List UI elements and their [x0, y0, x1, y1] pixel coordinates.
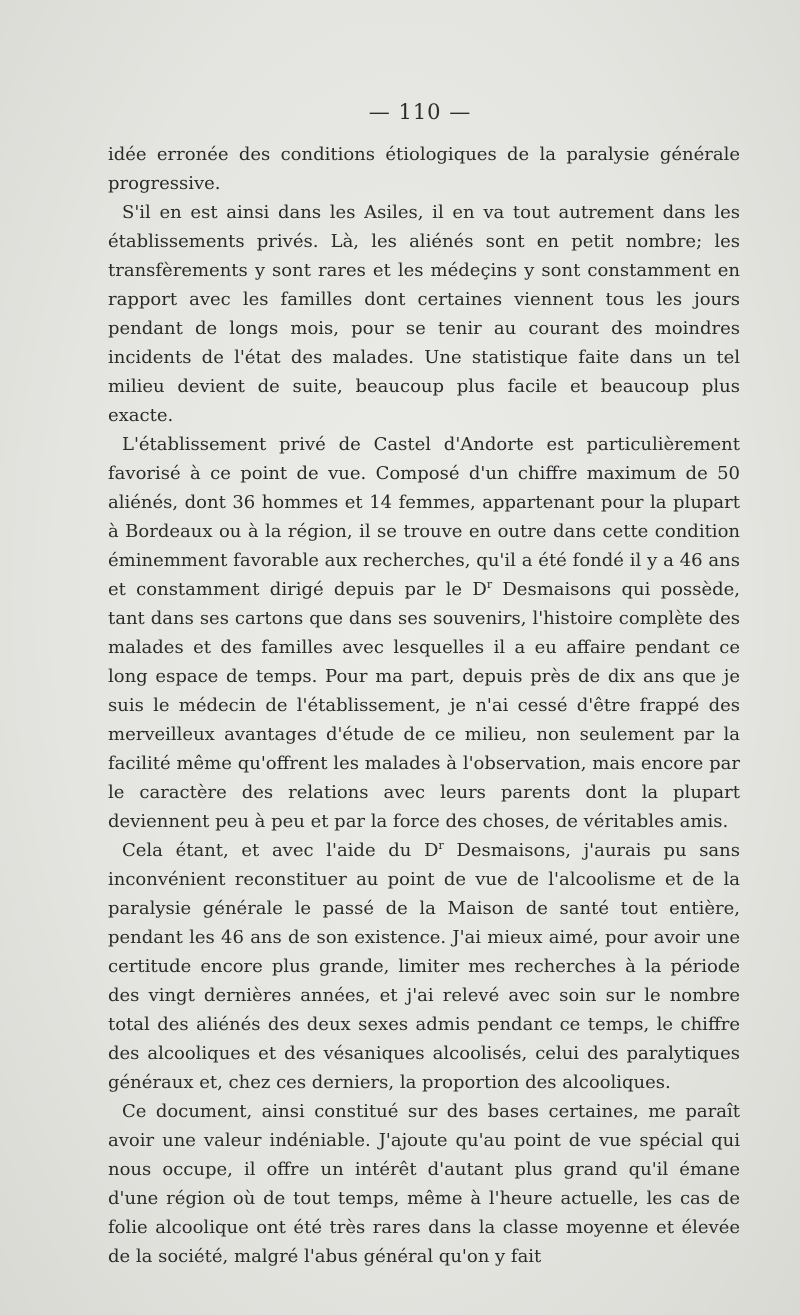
paragraph-2: S'il en est ainsi dans les Asiles, il en va tout autrement dans les établissements privés. Là, les aliénés sont en petit nombre; les transfèrements y sont rares et les médeçins y sont constamment en rapport avec les familles dont certaines viennent tous les jours pendant de longs mois, pour se tenir au courant des moindres incidents de l'état des malades. Une statistique faite dans un tel milieu devient de suite, beaucoup plus facile et beaucoup plus exacte.: [108, 202, 740, 426]
paragraph-4-text-after: Desmaisons, j'aurais pu sans inconvénient reconstituer au point de vue de l'alcoolisme et de la paralysie générale le passé de la Maison de santé tout entière, pendant les 46 ans de son existence. J'ai mieux aimé, pour avoir une certitude encore plus grande, limiter mes recherches à la période des vingt dernières années, et j'ai relevé avec soin sur le nombre total des aliénés des deux sexes admis pendant ce temps, le chiffre des alcooliques et des vésaniques alcoolisés, celui des paralytiques généraux et, chez ces derniers, la proportion des alcooliques.: [108, 840, 740, 1093]
doctor-superscript: r: [486, 578, 493, 591]
paragraph-5: Ce document, ainsi constitué sur des bases certaines, me paraît avoir une valeur indéniable. J'ajoute qu'au point de vue spécial qui nous occupe, il offre un intérêt d'autant plus grand qu'il émane d'une région où de tout temps, même à l'heure actuelle, les cas de folie alcoolique ont été très rares dans la classe moyenne et élevée de la société, malgré l'abus général qu'on y fait: [108, 1101, 740, 1267]
paragraph-4: [108, 836, 740, 1097]
paragraph-3-text-before: L'établissement privé de Castel d'Andorte est particulièrement favorisé à ce point de vue. Composé d'un chiffre maximum de 50 aliénés, dont 36 hommes et 14 femmes, appartenant pour la plupart à Bordeaux ou à la région, il se trouve en outre dans cette condition éminemment favorable aux recherches, qu'il a été fondé il y a 46 ans et constamment dirigé depuis par le D: [108, 434, 740, 600]
paragraph-1: idée erronée des conditions étiologiques de la paralysie générale progressive.: [108, 144, 740, 194]
paragraph-3: [108, 430, 740, 836]
body-text: [108, 140, 740, 1271]
paragraph-3-text-after: Desmaisons qui possède, tant dans ses cartons que dans ses souvenirs, l'histoire complète des malades et des familles avec lesquelles il a eu affaire pendant ce long espace de temps. Pour ma part, depuis près de dix ans que je suis le médecin de l'établissement, je n'ai cessé d'être frappé des merveilleux avantages d'étude de ce milieu, non seulement par la facilité même qu'offrent les malades à l'observation, mais encore par le caractère des relations avec leurs parents dont la plupart deviennent peu à peu et par la force des choses, de véritables amis.: [108, 579, 741, 832]
page-number: — 110 —: [368, 100, 472, 124]
doctor-superscript: r: [438, 839, 444, 852]
paragraph-4-text-before: Cela étant, et avec l'aide du D: [122, 840, 439, 861]
